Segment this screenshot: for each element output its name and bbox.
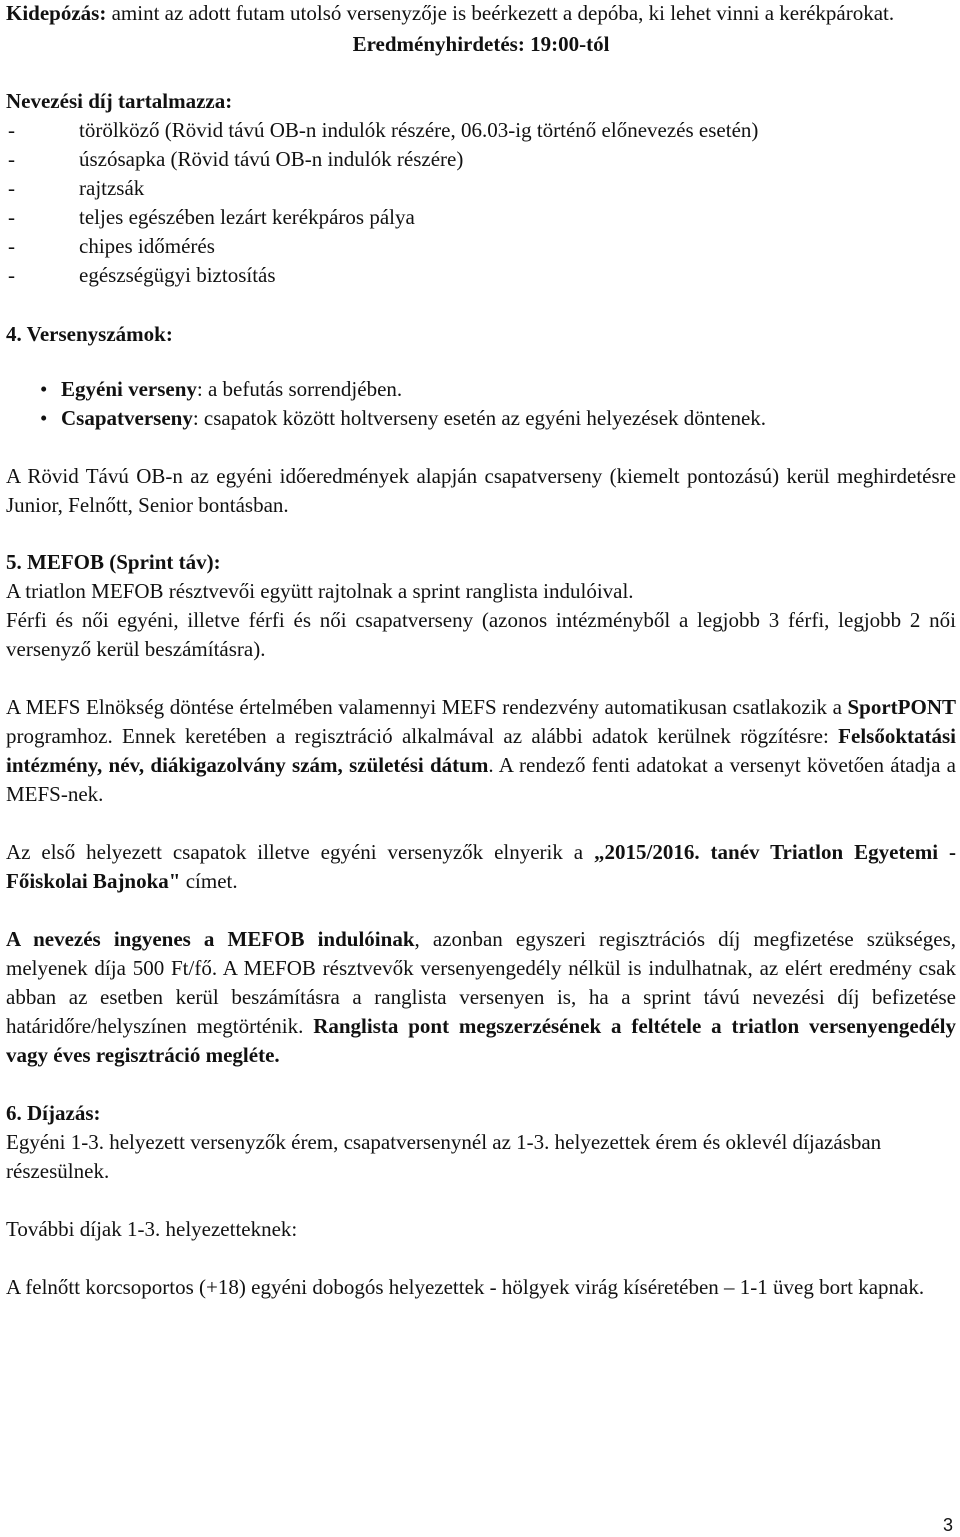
- mefs-part1: A MEFS Elnökség döntése értelmében valamennyi MEFS rendezvény automatikusan csatlakozik a: [6, 695, 848, 719]
- list-item: [6, 375, 956, 404]
- rovid-tavu-paragraph: A Rövid Távú OB-n az egyéni időeredmények alapján csapatverseny (kiemelt pontozású) kerül meghirdetésre Junior, Felnőtt, Senior bontásban.: [6, 464, 956, 517]
- list-item: - rajtzsák: [6, 174, 956, 203]
- item-label: Csapatverseny: [61, 406, 193, 430]
- nevezesi-dij-list: [6, 116, 956, 290]
- list-item: - úszósapka (Rövid távú OB-n indulók részére): [6, 145, 956, 174]
- versenyszamok-list: [6, 375, 956, 433]
- sportpont-text: SportPONT: [847, 695, 956, 719]
- cim-paragraph: [6, 838, 956, 896]
- list-item: - chipes időmérés: [6, 232, 956, 261]
- item-label: Egyéni verseny: [61, 377, 197, 401]
- mefs-paragraph: [6, 693, 956, 809]
- cim-part2: címet.: [180, 869, 238, 893]
- mefob-line2: Férfi és női egyéni, illetve férfi és női csapatverseny (azonos intézményből a legjobb 3 férfi, legjobb 2 női versenyző kerül beszámításra).: [6, 608, 956, 661]
- mefs-fields: Felsőoktatási intézmény, név, diákigazolvány szám, születési dátum: [6, 724, 956, 777]
- versenyszamok-heading: 4. Versenyszámok:: [6, 322, 173, 346]
- page-number: 3: [942, 1515, 953, 1535]
- list-item: [6, 404, 956, 433]
- list-item: - teljes egészében lezárt kerékpáros pálya: [6, 203, 956, 232]
- kidepozas-text: amint az adott futam utolsó versenyzője is beérkezett a depóba, ki lehet vinni a kerékpárokat.: [106, 1, 895, 25]
- dijazas-heading: 6. Díjazás:: [6, 1101, 101, 1125]
- mefob-line1: A triatlon MEFOB résztvevői együtt rajtolnak a sprint ranglista indulóival.: [6, 579, 634, 603]
- cim-title: „2015/2016. tanév Triatlon Egyetemi - Főiskolai Bajnoka": [6, 840, 956, 893]
- mefob-heading: 5. MEFOB (Sprint táv):: [6, 550, 221, 574]
- mefs-part2: programhoz. Ennek keretében a regisztráció alkalmával az alábbi adatok kerülnek rögzítésre:: [6, 724, 839, 748]
- nevezesi-dij-heading: Nevezési díj tartalmazza:: [6, 89, 233, 113]
- kidepozas-paragraph: [6, 0, 956, 28]
- nevezes-paragraph: [6, 925, 956, 1070]
- tovabbi-dijak: További díjak 1-3. helyezetteknek:: [6, 1217, 298, 1241]
- cim-part1: Az első helyezett csapatok illetve egyéni versenyzők elnyerik a: [6, 840, 595, 864]
- mefs-part3: . A rendező fenti adatokat a versenyt követően átadja a MEFS-nek.: [6, 753, 956, 806]
- nevezes-bold2: Ranglista pont megszerzésének a feltétele a triatlon versenyengedély vagy éves regisztráció megléte.: [6, 1014, 956, 1067]
- kidepozas-label: Kidepózás:: [6, 1, 107, 25]
- item-text: : csapatok között holtverseny esetén az egyéni helyezések döntenek.: [192, 406, 767, 430]
- bullet-icon: •: [40, 406, 48, 430]
- bullet-icon: •: [40, 377, 48, 401]
- item-text: : a befutás sorrendjében.: [196, 377, 403, 401]
- dijazas-text: Egyéni 1-3. helyezett versenyzők érem, csapatversenynél az 1-3. helyezettek érem és oklevél díjazásban részesülnek.: [6, 1130, 882, 1183]
- eredmenyhirdetes-line: Eredményhirdetés: 19:00-tól: [352, 32, 610, 56]
- document-page: [6, 0, 956, 1302]
- nevezes-text1: , azonban egyszeri regisztrációs díj megfizetése szükséges, melyenek díja 500 Ft/fő. A MEFOB résztvevők versenyengedély nélkül is indulhatnak, az elért eredmény csak abban az esetben kerül beszámításra a ranglista versenyen is, ha a sprint távú nevezési díj befizetése határidőre/helyszínen megtörténik.: [6, 927, 957, 1038]
- felnott-dijak: A felnőtt korcsoportos (+18) egyéni dobogós helyezettek - hölgyek virág kíséretében – 1-1 üveg bort kapnak.: [6, 1275, 925, 1299]
- list-item: - törölköző (Rövid távú OB-n indulók részére, 06.03-ig történő előnevezés esetén): [6, 116, 956, 145]
- nevezes-bold1: A nevezés ingyenes a MEFOB indulóinak: [6, 927, 415, 951]
- list-item: - egészségügyi biztosítás: [6, 261, 956, 290]
